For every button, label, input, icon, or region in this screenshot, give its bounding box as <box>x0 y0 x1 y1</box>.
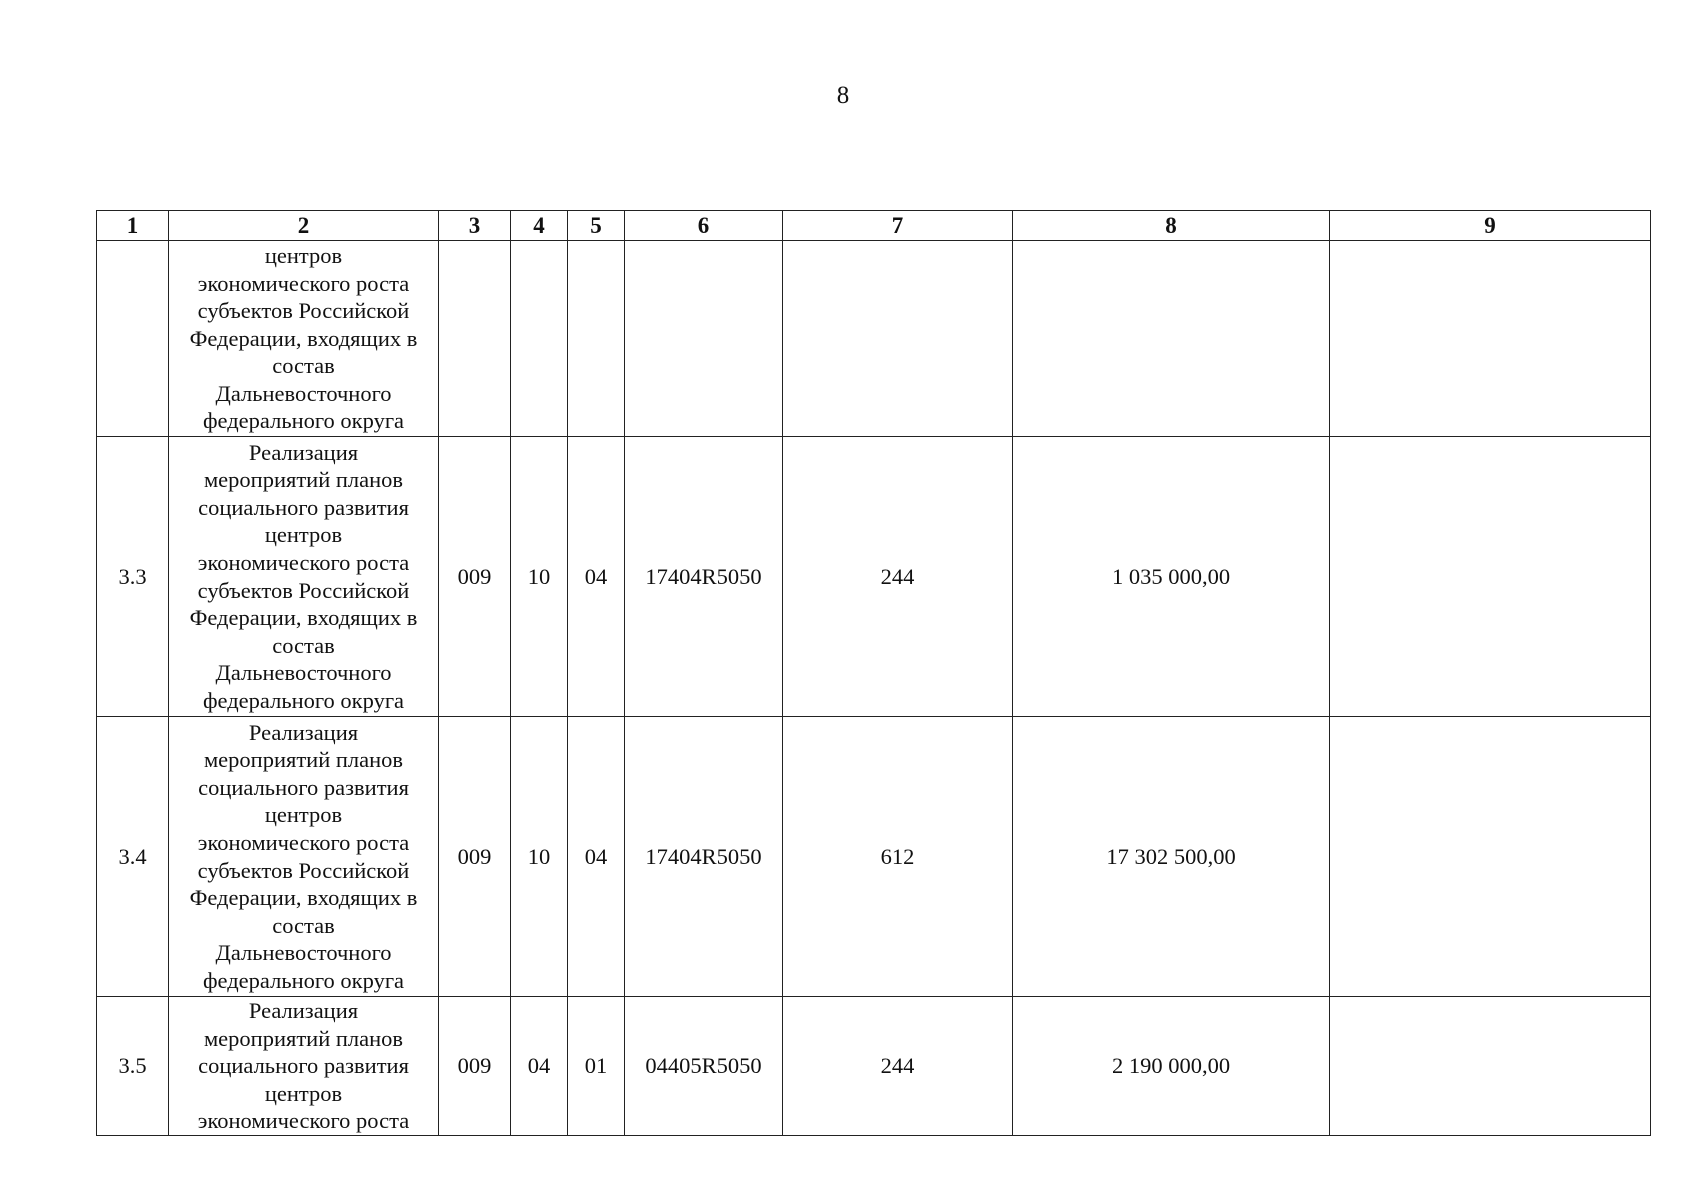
col9-cell <box>1330 997 1651 1136</box>
col4-cell: 04 <box>511 997 568 1136</box>
col9-cell <box>1330 241 1651 437</box>
col4-cell: 10 <box>511 717 568 997</box>
header-col-3: 3 <box>439 211 511 241</box>
table-row <box>97 241 1651 437</box>
row-number-cell <box>97 241 169 437</box>
row-number-cell: 3.4 <box>97 717 169 997</box>
header-col-2: 2 <box>169 211 439 241</box>
header-col-7: 7 <box>783 211 1013 241</box>
header-row <box>97 211 1651 241</box>
col6-cell: 04405R5050 <box>625 997 783 1136</box>
col5-cell: 04 <box>568 717 625 997</box>
description-cell: центров экономического роста субъектов Российской Федерации, входящих в состав Дальневосточного федерального округа <box>169 241 439 437</box>
col3-cell <box>439 241 511 437</box>
col3-cell: 009 <box>439 437 511 717</box>
description-cell: Реализация мероприятий планов социального развития центров экономического роста субъектов Российской Федерации, входящих в состав Дальневосточного федерального округа <box>169 437 439 717</box>
col8-cell: 17 302 500,00 <box>1013 717 1330 997</box>
row-number-cell: 3.5 <box>97 997 169 1136</box>
header-col-4: 4 <box>511 211 568 241</box>
col3-cell: 009 <box>439 997 511 1136</box>
description-cell: Реализация мероприятий планов социального развития центров экономического роста <box>169 997 439 1136</box>
col9-cell <box>1330 717 1651 997</box>
table-row <box>97 437 1651 717</box>
col6-cell: 17404R5050 <box>625 437 783 717</box>
col5-cell <box>568 241 625 437</box>
header-col-9: 9 <box>1330 211 1651 241</box>
header-col-1: 1 <box>97 211 169 241</box>
description-cell: Реализация мероприятий планов социального развития центров экономического роста субъектов Российской Федерации, входящих в состав Дальневосточного федерального округа <box>169 717 439 997</box>
col5-cell: 04 <box>568 437 625 717</box>
page-number: 8 <box>836 82 850 109</box>
header-col-5: 5 <box>568 211 625 241</box>
col8-cell: 1 035 000,00 <box>1013 437 1330 717</box>
table-row <box>97 717 1651 997</box>
budget-table <box>96 210 1651 1136</box>
row-number-cell: 3.3 <box>97 437 169 717</box>
col6-cell <box>625 241 783 437</box>
header-col-6: 6 <box>625 211 783 241</box>
header-col-8: 8 <box>1013 211 1330 241</box>
table-row <box>97 997 1651 1136</box>
col5-cell: 01 <box>568 997 625 1136</box>
col4-cell <box>511 241 568 437</box>
col7-cell: 244 <box>783 437 1013 717</box>
col7-cell <box>783 241 1013 437</box>
col8-cell <box>1013 241 1330 437</box>
col3-cell: 009 <box>439 717 511 997</box>
col8-cell: 2 190 000,00 <box>1013 997 1330 1136</box>
col9-cell <box>1330 437 1651 717</box>
col6-cell: 17404R5050 <box>625 717 783 997</box>
col7-cell: 244 <box>783 997 1013 1136</box>
col4-cell: 10 <box>511 437 568 717</box>
col7-cell: 612 <box>783 717 1013 997</box>
